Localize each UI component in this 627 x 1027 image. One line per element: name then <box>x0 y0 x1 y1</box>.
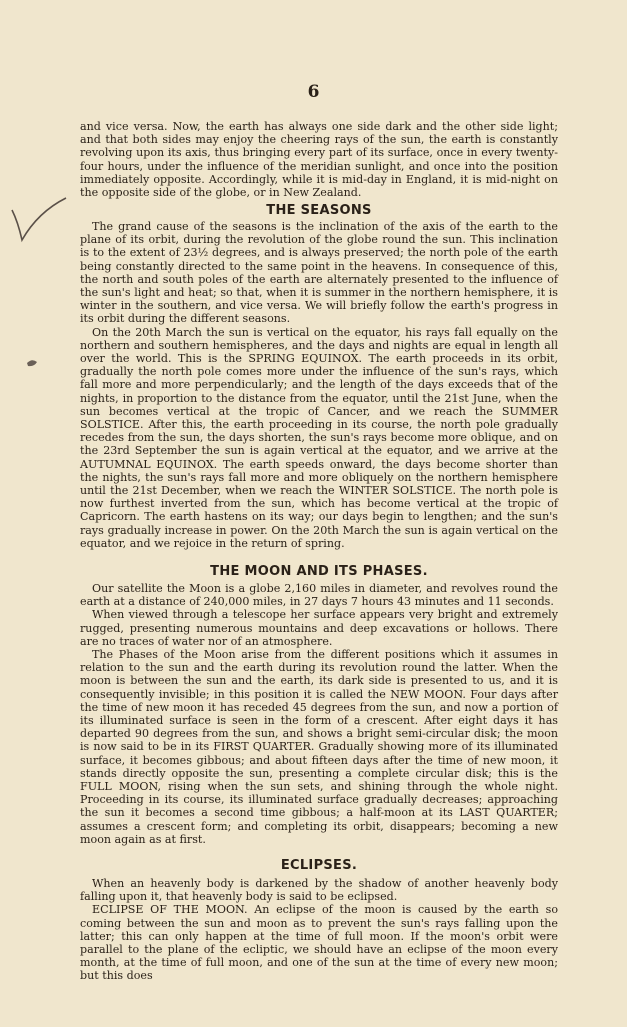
paragraph-eclipses-2: ECLIPSE OF THE MOON. An eclipse of the moon is caused by the earth so coming between the sun and moon as to prevent the sun's rays falling upon the latter; this can only happen at the time of full moon. If the moon's orbit were parallel to the plane of the ecliptic, we should have an eclipse of the moon every month, at the time of full moon, and one of the sun at the time of every new moon; but this does <box>80 903 558 983</box>
pencil-checkmark-icon <box>8 192 68 252</box>
paragraph-moon-3: The Phases of the Moon arise from the different positions which it assumes in relation to the sun and the earth during its revolution round the latter. When the moon is between the sun and the earth, its dark side is presented to us, and it is consequently invisible; in this position it is called the NEW MOON. Four days after the time of new moon it has receded 45 degrees from the sun, and now a portion of its illuminated surface is seen in the form of a crescent. After eight days it has departed 90 degrees from the sun, and shows a bright semi-circular disk; the moon is now said to be in its FIRST QUARTER. Gradually showing more of its illuminated surface, it becomes gibbous; and about fifteen days after the time of new moon, it stands directly opposite the sun, presenting a complete circular disk; this is the FULL MOON, rising when the sun sets, and shining through the whole night. Proceeding in its course, its illuminated surface gradually decreases; approaching the sun it becomes a second time gibbous; a half-moon at its LAST QUARTER; assumes a crescent form; and completing its orbit, disappears; becoming a new moon again as at first. <box>80 648 558 846</box>
paragraph-eclipses-1: When an heavenly body is darkened by the shadow of another heavenly body falling upon it, that heavenly body is said to be eclipsed. <box>80 877 558 904</box>
intro-text <box>80 120 558 199</box>
heading-seasons: THE SEASONS <box>266 203 372 218</box>
paragraph-seasons-2: On the 20th March the sun is vertical on the equator, his rays fall equally on the northern and southern hemispheres, and the days and nights are equal in length all over the world. This is the SPRING EQUINOX. The earth proceeds in its orbit, gradually the north pole comes more under the influence of the sun's rays, which fall more and more perpendicularly; and the length of the days exceeds that of the nights, in proportion to the distance from the equator, until the 21st June, when the sun becomes vertical at the tropic of Cancer, and we reach the SUMMER SOLSTICE. After this, the earth proceeding in its course, the north pole gradually recedes from the sun, the days shorten, the sun's rays become more oblique, and on the 23rd September the sun is again vertical at the equator, and we arrive at the AUTUMNAL EQUINOX. The earth speeds onward, the days become shorter than the nights, the sun's rays fall more and more obliquely on the northern hemisphere until the 21st December, when we reach the WINTER SOLSTICE. The north pole is now furthest inverted from the sun, which has become vertical at the tropic of Capricorn. The earth hastens on its way; our days begin to lengthen; and the sun's rays gradually increase in power. On the 20th March the sun is again vertical on the equator, and we rejoice in the return of spring. <box>80 325 558 550</box>
heading-moon-phases: THE MOON AND ITS PHASES. <box>210 564 428 579</box>
paragraph-seasons-1: The grand cause of the seasons is the inclination of the axis of the earth to the plane of its orbit, during the revolution of the globe round the sun. This inclination is to the extent of 23½ degrees, and is always preserved; the north pole of the earth being constantly directed to the same point in the heavens. In consequence of this, the north and south poles of the earth are alternately presented to the influence of the sun's light and heat; so that, when it is summer in the northern hemisphere, it is winter in the southern, and vice versa. We will briefly follow the earth's progress in its orbit during the different seasons. <box>80 220 558 326</box>
heading-eclipses: ECLIPSES. <box>280 858 358 873</box>
eclipses-section <box>80 877 558 983</box>
moon-section <box>80 582 558 846</box>
paragraph-moon-1: Our satellite the Moon is a globe 2,160 miles in diameter, and revolves round the earth at a distance of 240,000 miles, in 27 days 7 hours 43 minutes and 11 seconds. <box>80 582 558 609</box>
paragraph-moon-2: When viewed through a telescope her surface appears very bright and extremely rugged, presenting numerous mountains and deep excavations or hollows. There are no traces of water nor of an atmosphere. <box>80 608 558 648</box>
ink-blot-icon <box>26 358 38 368</box>
paragraph-intro: and vice versa. Now, the earth has always one side dark and the other side light; and that both sides may enjoy the cheering rays of the sun, the earth is constantly revolving upon its axis, thus bringing every part of its surface, once in every twenty-four hours, under the influence of the meridian sunlight, and once into the position immediately opposite. Accordingly, while it is mid-day in England, it is mid-night on the opposite side of the globe, or in New Zealand. <box>80 120 558 200</box>
page-number: 6 <box>307 82 320 102</box>
seasons-section <box>80 220 558 550</box>
